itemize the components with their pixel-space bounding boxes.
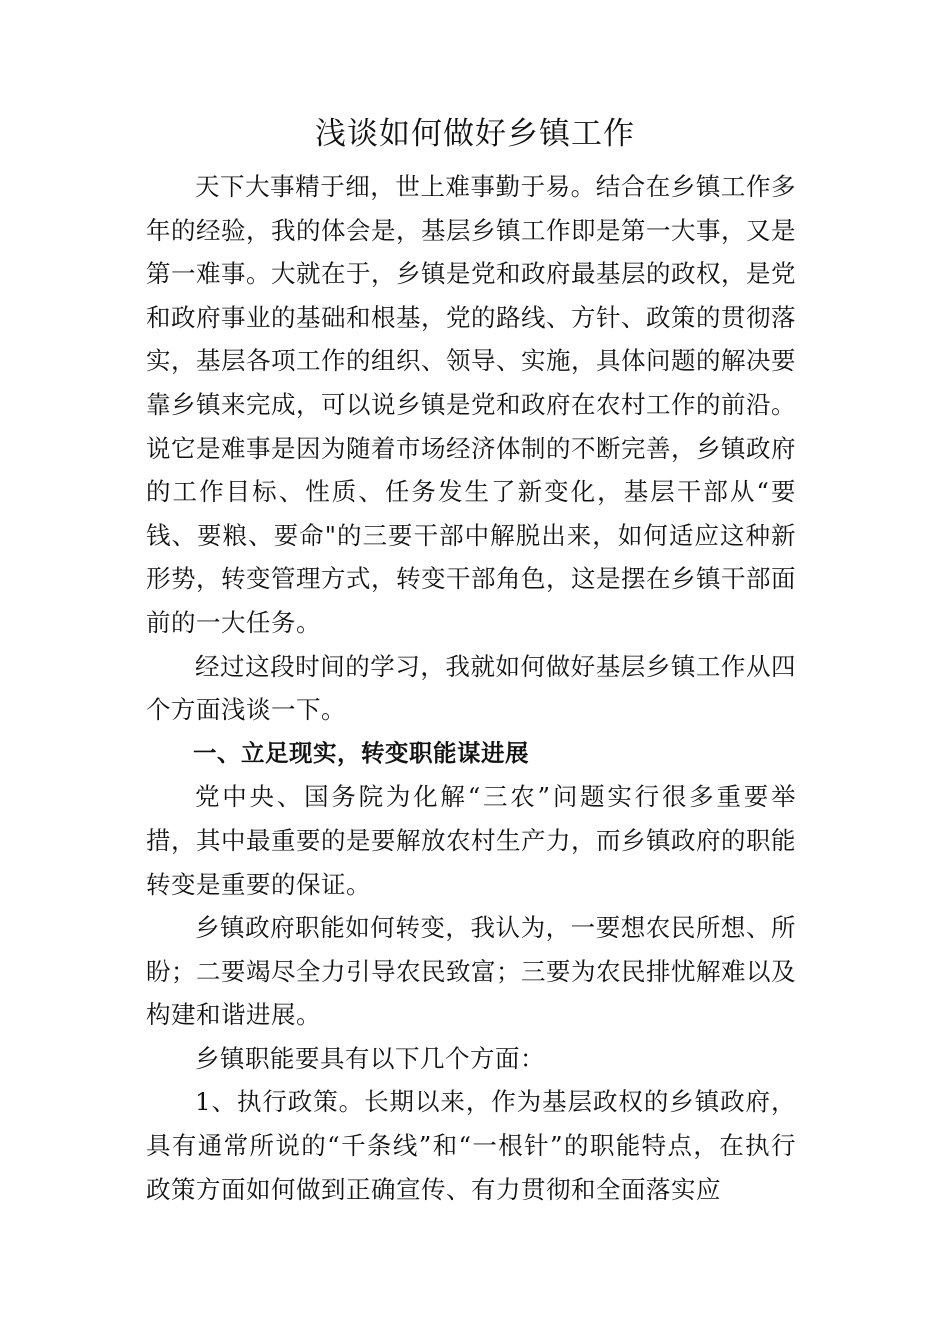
paragraph-item-1: 1、执行政策。长期以来，作为基层政权的乡镇政府，具有通常所说的“千条线”和“一根针”的职能特点，在执行政策方面如何做到正确宣传、有力贯彻和全面落实应 — [146, 1087, 796, 1204]
paragraph-overview: 经过这段时间的学习，我就如何做好基层乡镇工作从四个方面浅谈一下。 — [146, 651, 796, 725]
document-body — [146, 165, 796, 1211]
section-heading: 一、立足现实，转变职能谋进展 — [193, 738, 529, 767]
paragraph-function-list-intro: 乡镇职能要具有以下几个方面： — [195, 1043, 545, 1073]
paragraph-intro: 天下大事精于细，世上难事勤于易。结合在乡镇工作多年的经验，我的体会是，基层乡镇工作即是第一大事，又是第一难事。大就在于，乡镇是党和政府最基层的政权，是党和政府事业的基础和根基，党的路线、方针、政策的贯彻落实，基层各项工作的组织、领导、实施，具体问题的解决要靠乡镇来完成，可以说乡镇是党和政府在农村工作的前沿。说它是难事是因为随着市场经济体制的不断完善，乡镇政府的工作目标、性质、任务发生了新变化，基层干部从“要钱、要粮、要命"的三要干部中解脱出来，如何适应这种新形势，转变管理方式，转变干部角色，这是摆在乡镇干部面前的一大任务。 — [146, 172, 796, 637]
paragraph-central-policy: 党中央、国务院为化解“三农”问题实行很多重要举措，其中最重要的是要解放农村生产力，而乡镇政府的职能转变是重要的保证。 — [146, 782, 796, 899]
paragraph-function-change: 乡镇政府职能如何转变，我认为，一要想农民所想、所盼；二要竭尽全力引导农民致富；三要为农民排忧解难以及构建和谐进展。 — [146, 913, 796, 1030]
document-title: 浅谈如何做好乡镇工作 — [315, 116, 635, 152]
